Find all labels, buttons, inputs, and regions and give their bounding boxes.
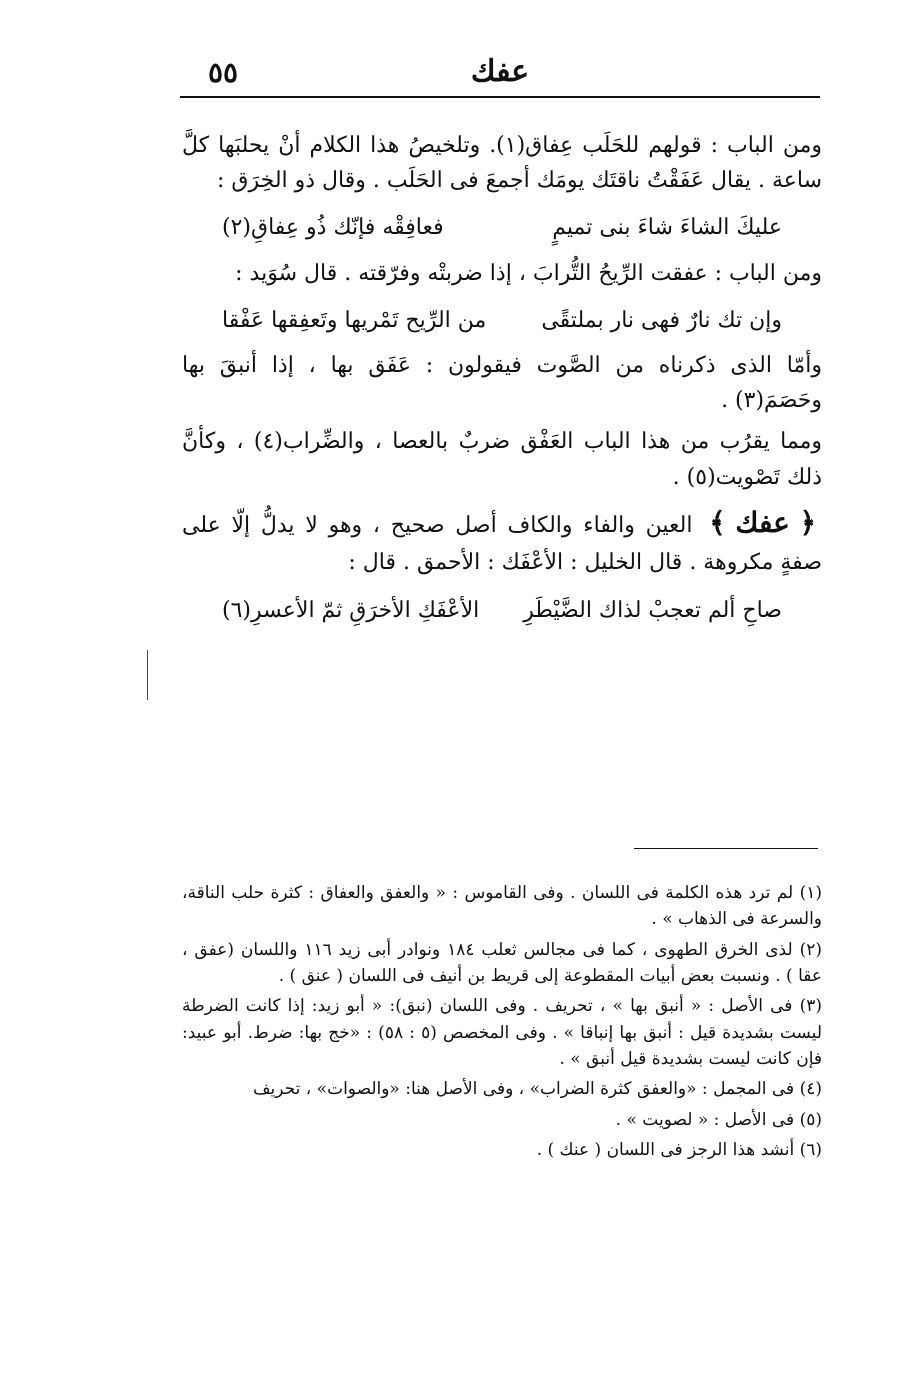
header-rule — [180, 96, 820, 98]
main-text — [182, 128, 822, 638]
footnote: (٤) فى المجمل : «والعفق كثرة الضراب» ، وفى الأصل هنا: «والصوات» ، تحريف — [252, 1079, 822, 1100]
verse-line — [182, 587, 822, 638]
verse-first-hemistich: وإن تك نارٌ فهى نار بملتقًى — [541, 307, 782, 333]
verse-first-hemistich: صاحِ ألم تعجبْ لذاك الضَّيْطَرِ — [523, 597, 782, 623]
verse-second-hemistich: فعافِقْه فإنّك ذُو عِفاقِ(٢) — [222, 215, 444, 241]
page-header — [180, 52, 820, 92]
verse-line — [182, 297, 822, 348]
verse-second-hemistich: الأعْفَكِ الأخرَقِ ثمّ الأعسرِ(٦) — [222, 597, 480, 623]
paragraph: ومن الباب : عفقت الرِّيحُ التُّرابَ ، إذا ضربتْه وفرّقته . قال سُوَيد : — [235, 260, 822, 286]
running-title: عفك — [470, 54, 530, 89]
paragraph: وأمّا الذى ذكرناه من الصَّوت فيقولون : عَفَق بها ، إذا أنبقَ بها وحَصَمَ(٣) . — [182, 352, 822, 414]
entry-headword: ﴿ عفك ﴾ — [709, 505, 816, 539]
paragraph: ومما يقرُب من هذا الباب العَفْق ضربٌ بالعصا ، والضِّراب(٤) ، وكأنَّ ذلك تَصْويت(٥) . — [182, 429, 822, 490]
footnote: (١) لم ترد هذه الكلمة فى اللسان . وفى القاموس : « والعفق والعفاق : كثرة حلب الناقة، والسرعة فى الذهاب » . — [182, 883, 822, 930]
footnote: (٦) أنشد هذا الرجز فى اللسان ( عنك ) . — [536, 1140, 822, 1161]
verse-line — [182, 204, 822, 255]
page-number: ٥٥ — [208, 56, 239, 89]
footnote: (٥) فى الأصل : « لصويت » . — [615, 1109, 822, 1130]
footnote: (٢) لذى الخرق الطهوى ، كما فى مجالس ثعلب ١٨٤ ونوادر أبى زيد ١١٦ واللسان (عفق ، عقا ) . ونسبت بعض أبيات المقطوعة إلى قريط بن أنيف فى اللسان ( عنق ) . — [182, 939, 822, 987]
footnotes — [182, 880, 822, 1167]
verse-first-hemistich: عليكَ الشاءَ شاءَ بنى تميمٍ — [552, 215, 782, 241]
paragraph: ومن الباب : قولهم للحَلَب عِفاق(١). وتلخيصُ هذا الكلام أنْ يحلبَها كلَّ ساعة . يقال عَفَقْتُ ناقتَك يومَك أجمعَ فى الحَلَب . وقال ذو الخِرَق : — [182, 133, 822, 194]
entry-text: العين والفاء والكاف أصل صحيح ، وهو لا يدلُّ إلّا على صفةٍ مكروهة . قال الخليل : الأعْفَك : الأحمق . قال : — [182, 512, 822, 576]
margin-mark — [147, 650, 148, 700]
verse-second-hemistich: من الرِّيح تَمْريها وتَعفِقها عَفْقا — [222, 307, 487, 333]
entry-paragraph — [182, 501, 822, 581]
footnote: (٣) فى الأصل : « أنبق بها » ، تحريف . وفى اللسان (نبق): « أبو زيد: إذا كانت الضرطة ليست بشديدة قيل : أنبق بها إنباقا » . وفى المخصص (٥ : ٥٨) : «خج بها: ضرط. أبو عبيد: فإن كانت ليست بشديدة قيل أنبق » . — [182, 996, 822, 1070]
footnote-separator — [634, 848, 818, 849]
